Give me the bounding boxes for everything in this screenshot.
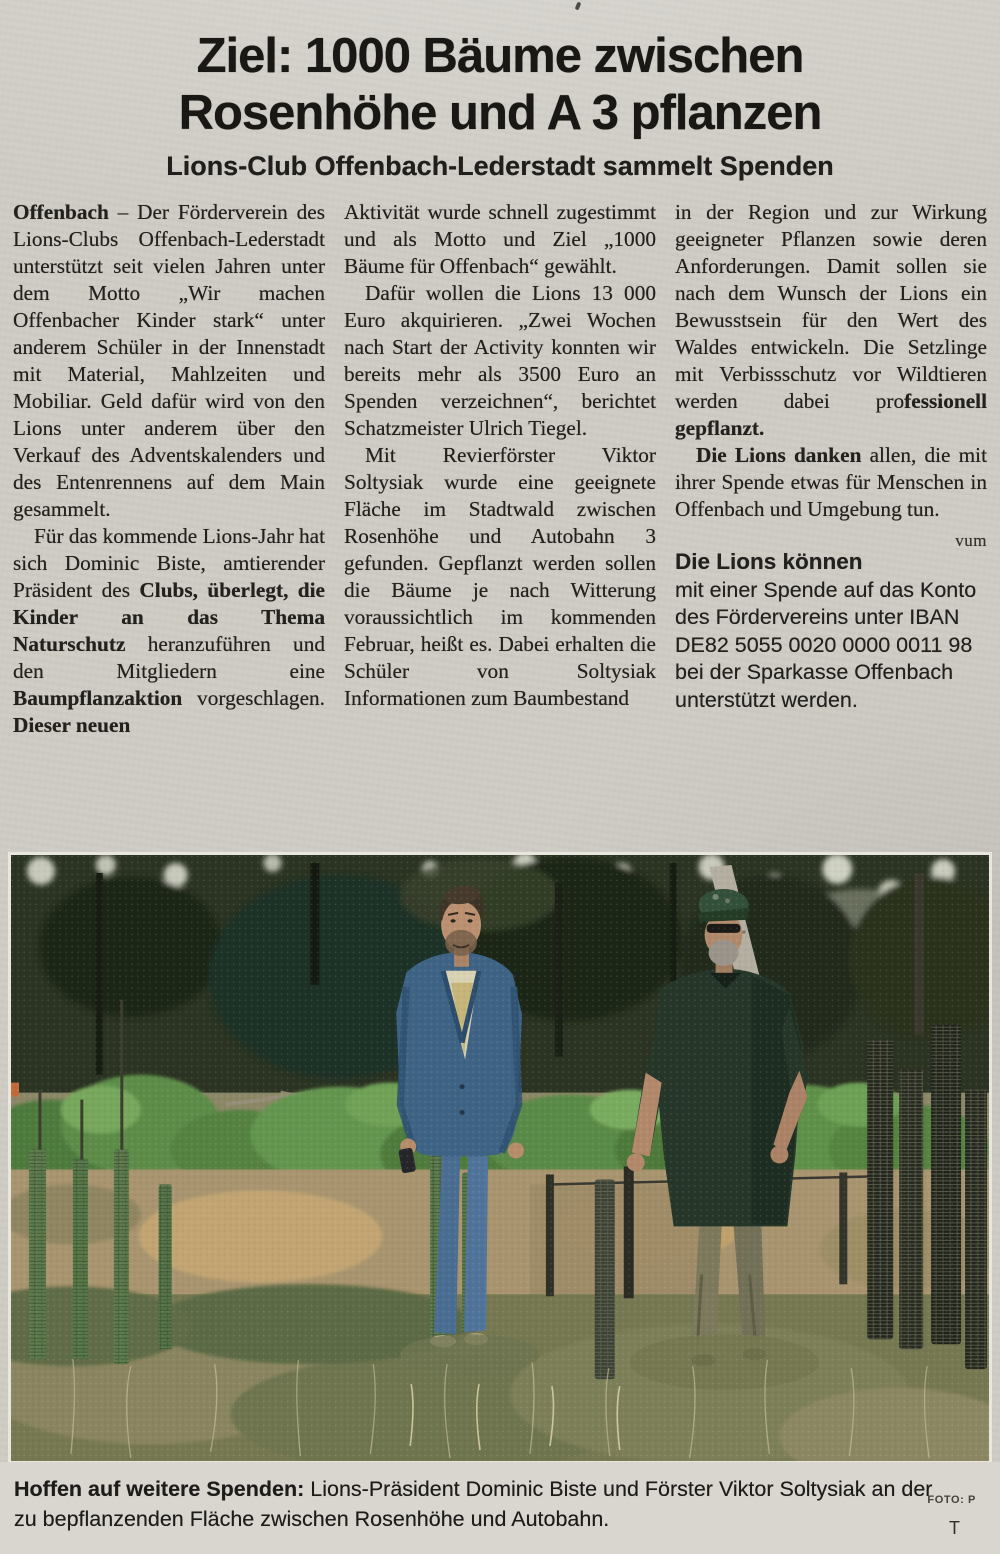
article-column-3-text <box>675 199 988 550</box>
headline-line-2: Rosenhöhe und A 3 pflanzen <box>178 86 822 140</box>
article-paragraph <box>344 280 656 442</box>
paragraph-text: Dieser neuen <box>13 713 131 737</box>
article-header <box>0 0 1000 182</box>
article-column-1 <box>13 199 325 739</box>
article-paragraph <box>675 442 988 550</box>
article-paragraph <box>675 199 987 442</box>
photo-grain <box>11 855 989 1461</box>
paragraph-text: Für das kommende Lions-Jahr hat sich Dominic Biste, amtierender Präsident des <box>13 524 326 602</box>
photo-caption <box>14 1474 934 1534</box>
paragraph-text: Offenbach <box>13 200 109 224</box>
photo-illustration <box>11 855 989 1461</box>
article-column-3 <box>675 199 987 739</box>
article-column-2 <box>344 199 656 739</box>
article-body <box>0 199 1000 739</box>
paragraph-text: in der Region und zur Wirkung geeigneter Pflanzen sowie deren Anforderungen. Damit sollen sie nach dem Wunsch der Lions ein Bewusstsein für den Wert des Waldes entwickeln. Die Setzlinge mit Verbissschutz vor Wildtieren werden dabei pro <box>675 200 987 413</box>
headline-line-1: Ziel: 1000 Bäume zwischen <box>196 29 804 83</box>
paragraph-text: Clubs, überlegt, die Kinder an das Thema Naturschutz <box>13 578 325 656</box>
scan-stray-mark: T <box>949 1518 960 1538</box>
photo-credit: FOTO: P <box>927 1494 976 1506</box>
donation-infobox <box>675 548 987 714</box>
article-paragraph <box>13 523 325 739</box>
paragraph-text: heranzuführen und den Mitgliedern eine <box>13 632 325 683</box>
article-paragraph <box>344 199 656 280</box>
paragraph-text: Baumpflanzaktion <box>13 686 183 710</box>
caption-text: Lions-Präsident Dominic Biste und Förster Viktor Soltysiak an der zu bepflanzenden Fläche zwischen Rosenhöhe und Autobahn. <box>14 1477 933 1531</box>
paragraph-text: vorgeschlagen. <box>182 686 325 710</box>
infobox-body: mit einer Spende auf das Konto des Fördervereins unter IBAN DE82 5055 0020 0000 0011 98 bei der Sparkasse Offenbach unterstützt werden. <box>675 577 977 712</box>
paragraph-text: – Der Förderverein des Lions-Clubs Offenbach-Lederstadt unterstützt seit vielen Jahren unter dem Motto „Wir machen Offenbacher Kinder stark“ unter anderem Schüler in der Innenstadt mit Material, Mahlzeiten und Mobiliar. Geld dafür wird von den Lions unter anderem über den Verkauf des Adventskalenders und des Entenrennens auf dem Main gesammelt. <box>13 200 325 521</box>
author-initials: vum <box>955 531 987 550</box>
article-paragraph <box>344 442 656 712</box>
headline <box>0 28 1000 142</box>
paragraph-text: Mit Revierförster Viktor Soltysiak wurde eine geeignete Fläche im Stadtwald zwischen Rosenhöhe und Autobahn 3 gefunden. Gepflanzt werden sollen die Bäume je nach Witterung voraussichtlich im kommenden Februar, heißt es. Dabei erhalten die Schüler von Soltysiak Informationen zum Baumbestand <box>344 443 656 710</box>
subheadline: Lions-Club Offenbach-Lederstadt sammelt Spenden <box>166 151 834 181</box>
paragraph-text: allen, die mit ihrer Spende etwas für Menschen in Offenbach und Umgebung tun. <box>675 443 988 521</box>
caption-lead: Hoffen auf weitere Spenden: <box>14 1477 305 1501</box>
paragraph-text: Dafür wollen die Lions 13 000 Euro akquirieren. „Zwei Wochen nach Start der Activity konnten wir bereits mehr als 3500 Euro an Spenden verzeichnen“, berichtet Schatzmeister Ulrich Tiegel. <box>344 281 656 440</box>
article-photo <box>8 852 992 1464</box>
infobox-title: Die Lions können <box>675 549 863 574</box>
paragraph-text: fessionell gepflanzt. <box>675 389 987 440</box>
paragraph-text: Aktivität wurde schnell zugestimmt und als Motto und Ziel „1000 Bäume für Offenbach“ gewählt. <box>344 200 656 278</box>
article-paragraph <box>13 199 325 523</box>
paragraph-text: Die Lions danken <box>696 443 862 467</box>
